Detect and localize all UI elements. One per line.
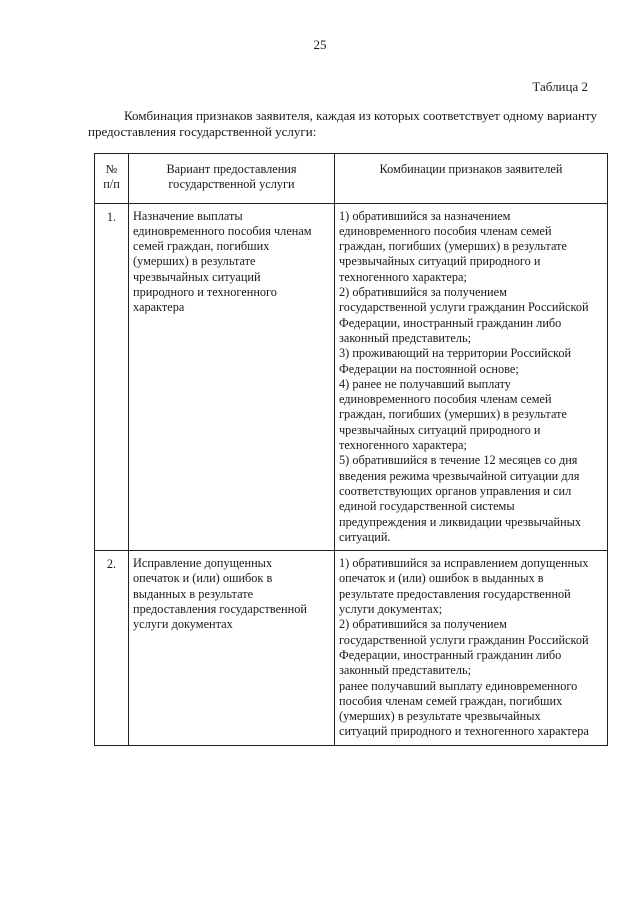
combination-line: услуги документах; (339, 602, 443, 617)
combination-line: введения режима чрезвычайной ситуации для (339, 468, 580, 483)
header-num-line: № (105, 162, 118, 176)
header-num-line: п/п (103, 177, 120, 192)
variant-line: природного и техногенного (133, 285, 277, 300)
variant-line: опечаток и (или) ошибок в (133, 571, 273, 586)
variant-line: единовременного пособия членам (133, 223, 312, 238)
variant-line: Исправление допущенных (133, 556, 273, 571)
combination-line: законный представитель; (339, 663, 471, 678)
combination-line: 2) обратившийся за получением (339, 617, 507, 632)
variant-line: предоставления государственной (133, 602, 307, 617)
combination-line: соответствующих органов управления и сил (339, 483, 572, 498)
combination-line: Федерации, иностранный гражданин либо (339, 315, 562, 330)
row-number: 2. (95, 551, 129, 746)
combination-line: 1) обратившийся за исправлением допущенных (339, 556, 589, 571)
combination-line: государственной услуги гражданин Российской (339, 300, 589, 315)
combination-line: предупреждения и ликвидации чрезвычайных (339, 514, 582, 529)
combination-line: единовременного пособия членам семей (339, 392, 552, 407)
combination-line: законный представитель; (339, 330, 471, 345)
combination-line: 3) проживающий на территории Российской (339, 346, 572, 361)
requirements-table (94, 153, 608, 746)
variant-line: выданных в результате (133, 586, 254, 601)
header-variant (129, 154, 335, 204)
combination-line: единой государственной системы (339, 499, 515, 514)
page-number: 25 (313, 37, 327, 52)
variant-line: (умерших) в результате (133, 254, 256, 269)
variant-line: услуги документах (133, 617, 233, 632)
combination-line: пособия членам семей граждан, погибших (339, 693, 563, 708)
table-header-row (95, 154, 608, 204)
combinations-cell (335, 203, 608, 551)
combination-line: ранее получавший выплату единовременного (339, 678, 578, 693)
variant-cell (129, 203, 335, 551)
table-label: Таблица 2 (532, 79, 588, 94)
combination-line: ситуаций природного и техногенного характера (339, 724, 589, 739)
combination-line: граждан, погибших (умерших) в результате (339, 407, 567, 422)
header-combinations (335, 154, 608, 204)
combination-line: чрезвычайных ситуаций природного и (339, 254, 541, 269)
combination-line: результате предоставления государственной (339, 586, 571, 601)
variant-line: Назначение выплаты (133, 208, 243, 223)
table-row (95, 551, 608, 746)
row-number: 1. (95, 203, 129, 551)
header-num (95, 154, 129, 204)
combination-line: 2) обратившийся за получением (339, 285, 507, 300)
combination-line: техногенного характера; (339, 438, 467, 453)
variant-line: чрезвычайных ситуаций (133, 269, 261, 284)
variant-cell (129, 551, 335, 746)
combination-line: Федерации на постоянной основе; (339, 361, 519, 376)
table-caption: Комбинация признаков заявителя, каждая из которых соответствует одному варианту предоставления государственной услуги: (88, 108, 597, 139)
combinations-cell (335, 551, 608, 746)
combination-line: 1) обратившийся за назначением (339, 208, 511, 223)
header-variant-line: Вариант предоставления (166, 162, 297, 176)
combination-line: государственной услуги гражданин Российской (339, 632, 589, 647)
combination-line: опечаток и (или) ошибок в выданных в (339, 571, 544, 586)
variant-line: характера (133, 300, 185, 315)
table-row (95, 203, 608, 551)
header-variant-line: государственной услуги (168, 177, 295, 192)
combination-line: техногенного характера; (339, 269, 467, 284)
combination-line: граждан, погибших (умерших) в результате (339, 239, 567, 254)
combination-line: 4) ранее не получавший выплату (339, 376, 511, 391)
header-combinations-line: Комбинации признаков заявителей (379, 162, 563, 176)
combination-line: чрезвычайных ситуаций природного и (339, 422, 541, 437)
combination-line: (умерших) в результате чрезвычайных (339, 709, 541, 724)
combination-line: единовременного пособия членам семей (339, 223, 552, 238)
combination-line: Федерации, иностранный гражданин либо (339, 647, 562, 662)
combination-line: 5) обратившийся в течение 12 месяцев со дня (339, 453, 578, 468)
variant-line: семей граждан, погибших (133, 239, 270, 254)
combination-line: ситуаций. (339, 529, 391, 544)
